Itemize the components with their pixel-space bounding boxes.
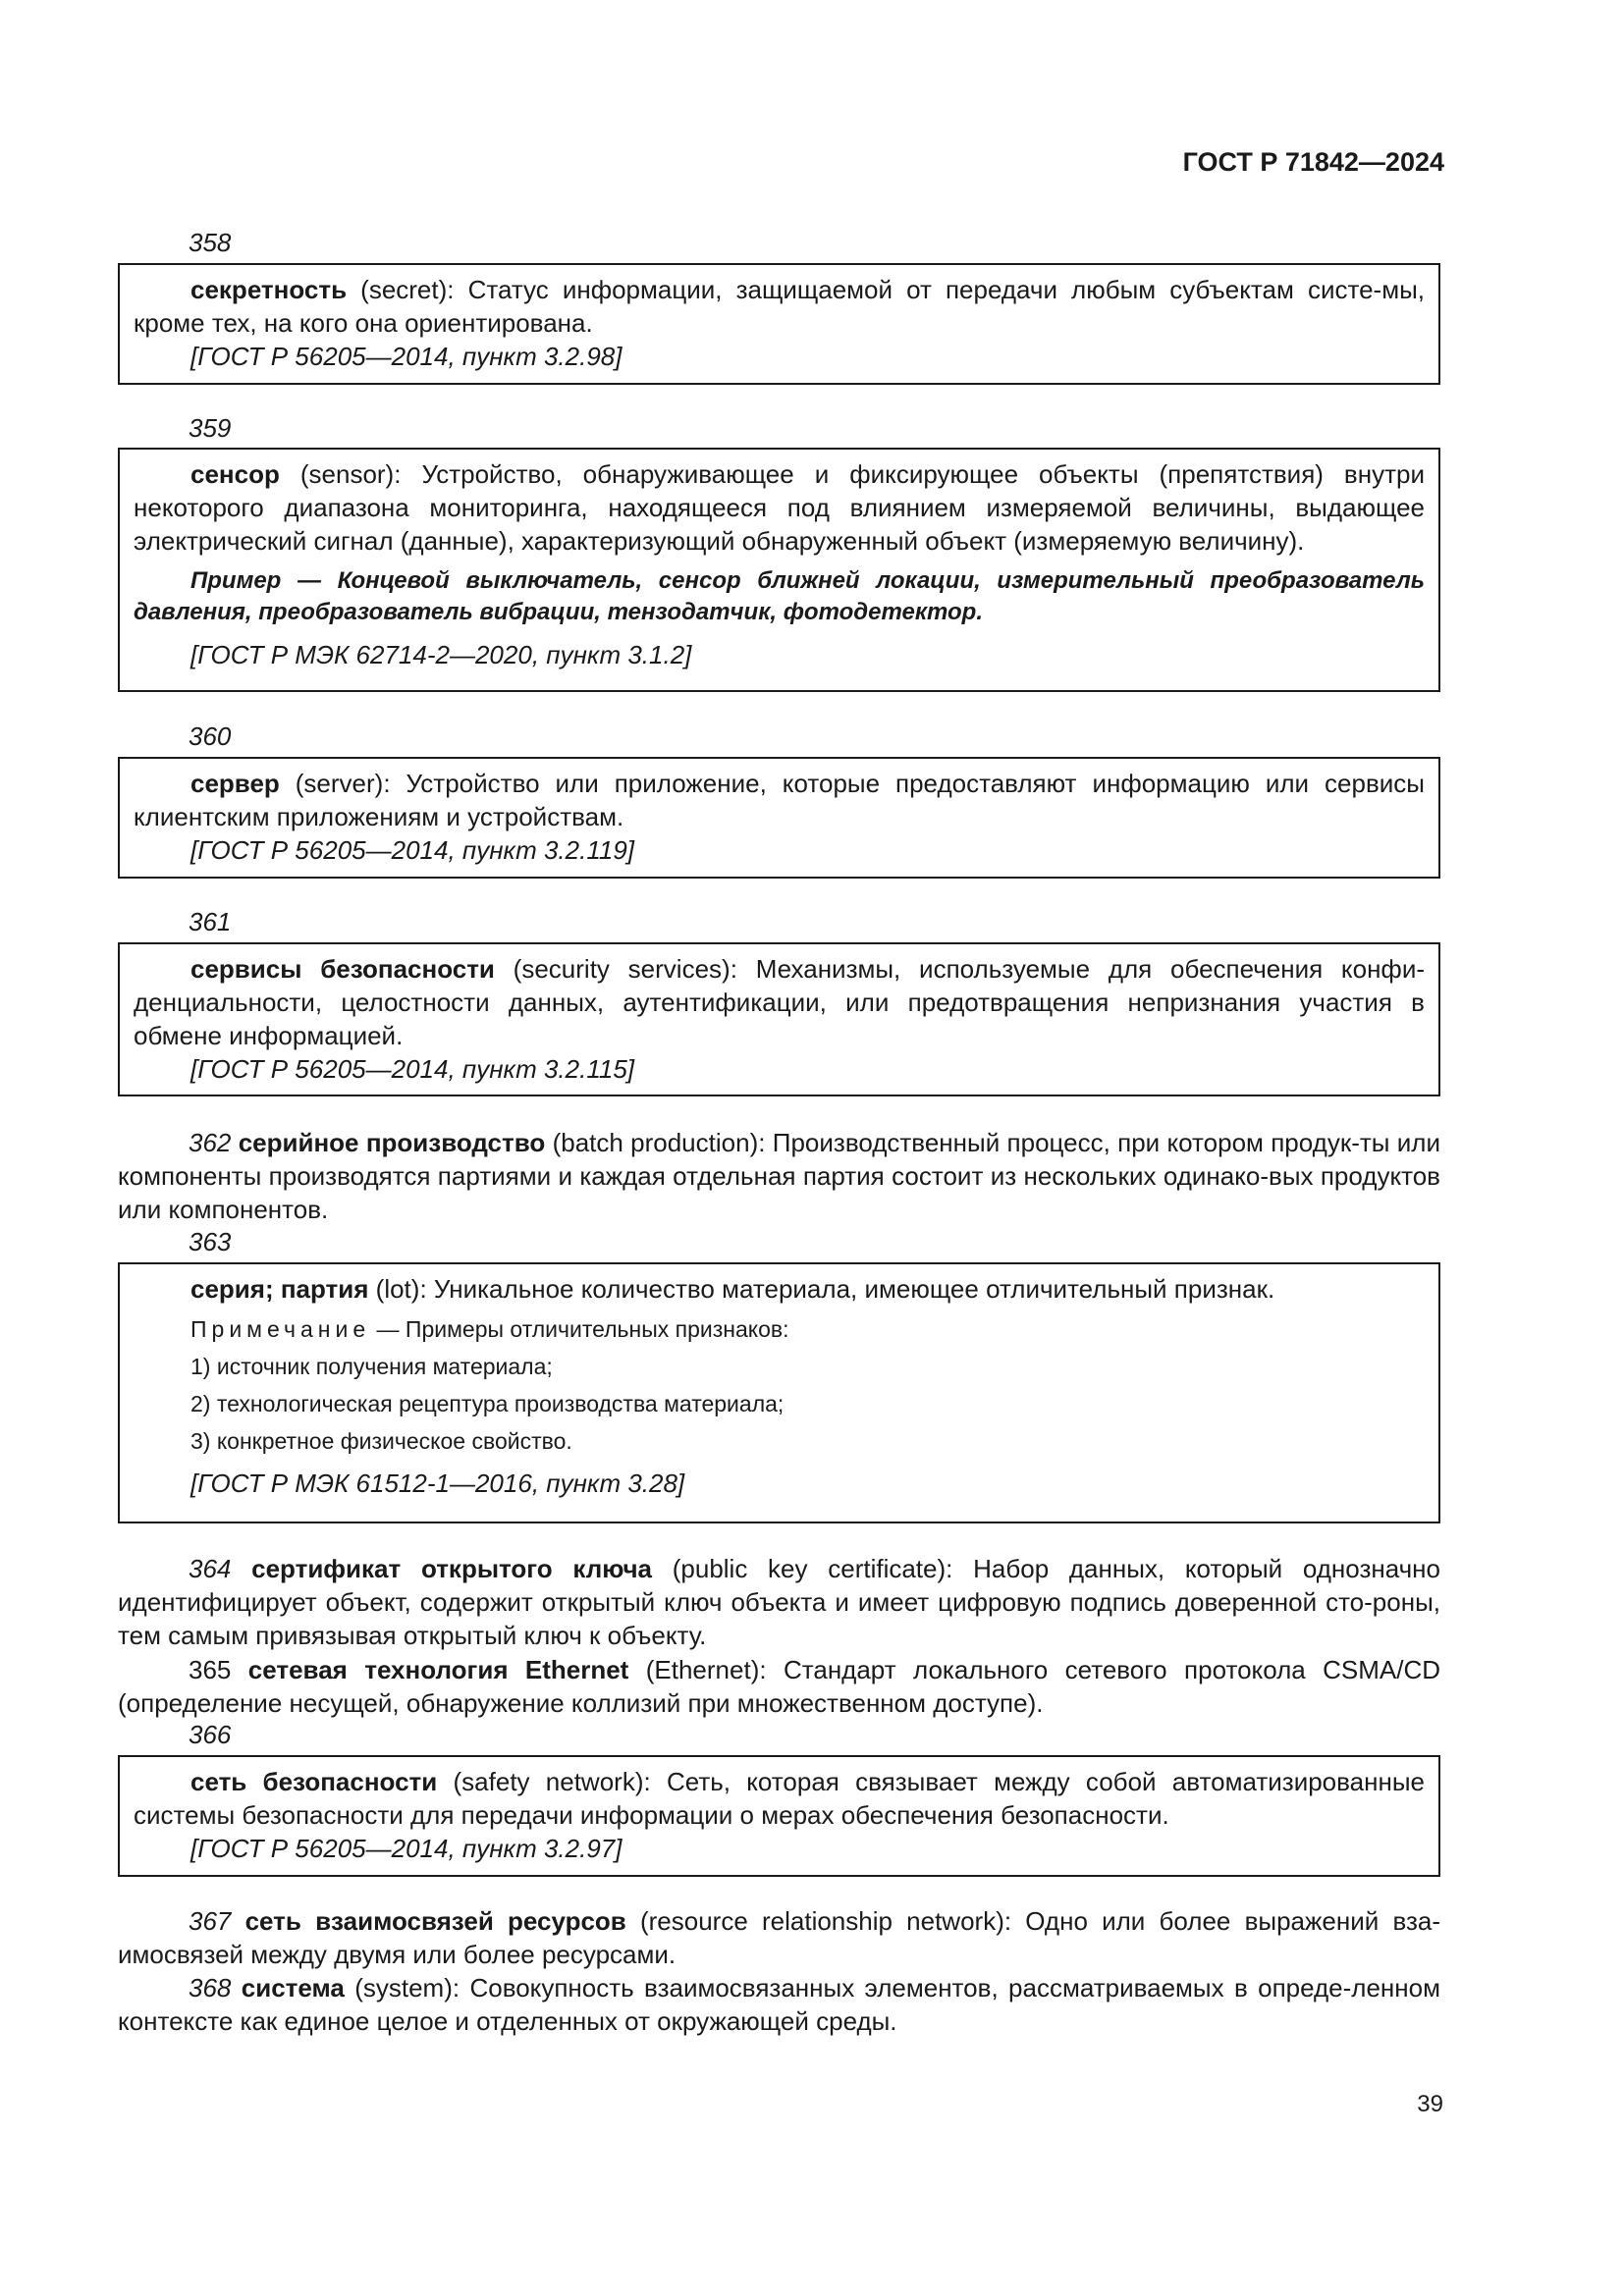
entry-number: 361: [189, 907, 232, 936]
term: сервер: [190, 769, 280, 798]
entry-number: 364: [189, 1554, 232, 1583]
entry-number: 363: [189, 1227, 232, 1256]
note-label: Примечание: [190, 1316, 371, 1342]
definition-text: : Уникальное количество материала, имеющее отличительный признак.: [419, 1274, 1275, 1304]
note: [134, 1315, 1425, 1343]
source-reference: [ГОСТ Р МЭК 62714-2—2020, пункт 3.1.2]: [190, 640, 692, 669]
term: секретность: [190, 275, 348, 304]
note-item: 2) технологическая рецептура производства материала;: [190, 1391, 785, 1416]
entry-box-360: [118, 757, 1440, 879]
entry-number: 359: [189, 413, 232, 443]
source-reference: [ГОСТ Р 56205—2014, пункт 3.2.98]: [190, 342, 623, 371]
term-english: (resource relationship network): [625, 1906, 1004, 1936]
term: сертификат открытого ключа: [251, 1554, 653, 1583]
entry-box-366: [118, 1755, 1440, 1877]
entry-number: 360: [189, 721, 232, 751]
term: сеть взаимосвязей ресурсов: [244, 1906, 626, 1936]
term: сервисы безопасности: [190, 954, 495, 984]
entry-number: 366: [189, 1720, 232, 1749]
term: серийное производство: [238, 1128, 546, 1157]
definition-text: : Одно или более выражений вза-имосвязей между двумя или более ресурсами.: [118, 1906, 1441, 1969]
definition-text: : Стандарт локального сетевого протокола CSMA/CD (определение несущей, обнаружение коллизий при множественном доступе).: [118, 1655, 1441, 1718]
definition: [134, 952, 1425, 1052]
definition-text: : Совокупность взаимосвязанных элементов, рассматриваемых в опреде-ленном контексте как единое целое и отделенных от окружающей среды.: [118, 1973, 1440, 2036]
entry-368: [118, 1971, 1440, 2038]
term-english: (safety network): [437, 1767, 644, 1796]
term-english: (security services): [494, 954, 731, 984]
definition: [134, 273, 1425, 340]
note-item: 1) источник получения материала;: [190, 1354, 553, 1379]
term-english: (batch production): [545, 1128, 759, 1157]
entry-number: 358: [189, 228, 232, 257]
entry-number: 367: [189, 1906, 232, 1936]
definition: [134, 457, 1425, 558]
example-text: Пример — Концевой выключатель, сенсор ближней локации, измерительный преобразователь давления, преобразователь вибрации, тензодатчик, фотодетектор.: [134, 567, 1425, 625]
note-text: — Примеры отличительных признаков:: [370, 1316, 789, 1342]
term: сеть безопасности: [190, 1767, 438, 1796]
term-english: (secret): [347, 275, 448, 304]
entry-number: 368: [189, 1973, 232, 2002]
term-english: (Ethernet): [628, 1655, 760, 1684]
term-english: (system): [344, 1973, 453, 2002]
entry-box-359: [118, 448, 1440, 692]
definition-text: : Сеть, которая связывает между собой автоматизированные системы безопасности для передачи информации о мерах обеспечения безопасности.: [134, 1767, 1425, 1830]
term: система: [241, 1973, 345, 2002]
definition: [134, 767, 1425, 833]
term: сенсор: [190, 459, 280, 489]
note-item: 3) конкретное физическое свойство.: [190, 1428, 572, 1454]
entry-362: [118, 1126, 1440, 1226]
document-code-header: ГОСТ Р 71842—2024: [1182, 147, 1444, 177]
term: серия; партия: [190, 1274, 369, 1304]
definition-text: : Устройство или приложение, которые предоставляют информацию или сервисы клиентским приложениям и устройствам.: [134, 769, 1425, 831]
definition-text: : Статус информации, защищаемой от передачи любым субъектам систе-мы, кроме тех, на кого она ориентирована.: [134, 275, 1425, 338]
source-reference: [ГОСТ Р МЭК 61512-1—2016, пункт 3.28]: [190, 1468, 685, 1498]
term-english: (public key certificate): [652, 1554, 947, 1583]
term-english: (server): [279, 769, 384, 798]
definition: [134, 1272, 1425, 1306]
entry-box-361: [118, 942, 1440, 1096]
entry-number: 365: [189, 1655, 232, 1684]
entry-365: [118, 1653, 1440, 1720]
entry-367: [118, 1904, 1440, 1971]
definition-text: : Устройство, обнаруживающее и фиксирующее объекты (препятствия) внутри некоторого диапазона мониторинга, находящееся под влиянием измеряемой величины, выдающее электрический сигнал (данные), характеризующий обнаруженный объект (измеряемую величину).: [134, 459, 1425, 556]
source-reference: [ГОСТ Р 56205—2014, пункт 3.2.115]: [190, 1054, 635, 1084]
source-reference: [ГОСТ Р 56205—2014, пункт 3.2.119]: [190, 835, 635, 865]
definition-text: : Механизмы, используемые для обеспечения конфи-денциальности, целостности данных, аутентификации, или предотвращения непризнания участия в обмене информацией.: [134, 954, 1425, 1050]
definition: [134, 1765, 1425, 1832]
entry-number: 362: [189, 1128, 232, 1157]
page-number: 39: [1417, 2091, 1443, 2117]
entry-box-363: [118, 1262, 1440, 1523]
definition-text: : Производственный процесс, при котором продук-ты или компоненты производятся партиями и каждая отдельная партия состоит из нескольких одинако-вых продуктов или компонентов.: [118, 1128, 1440, 1224]
entry-364: [118, 1552, 1440, 1652]
term: сетевая технология Ethernet: [247, 1655, 629, 1684]
term-english: (sensor): [279, 459, 395, 489]
entry-box-358: [118, 263, 1440, 385]
definition-text: : Набор данных, который однозначно идентифицирует объект, содержит открытый ключ объекта и имеет цифровую подпись доверенной сто-роны, тем самым привязывая открытый ключ к объекту.: [118, 1554, 1440, 1650]
source-reference: [ГОСТ Р 56205—2014, пункт 3.2.97]: [190, 1834, 623, 1863]
term-english: (lot): [368, 1274, 420, 1304]
